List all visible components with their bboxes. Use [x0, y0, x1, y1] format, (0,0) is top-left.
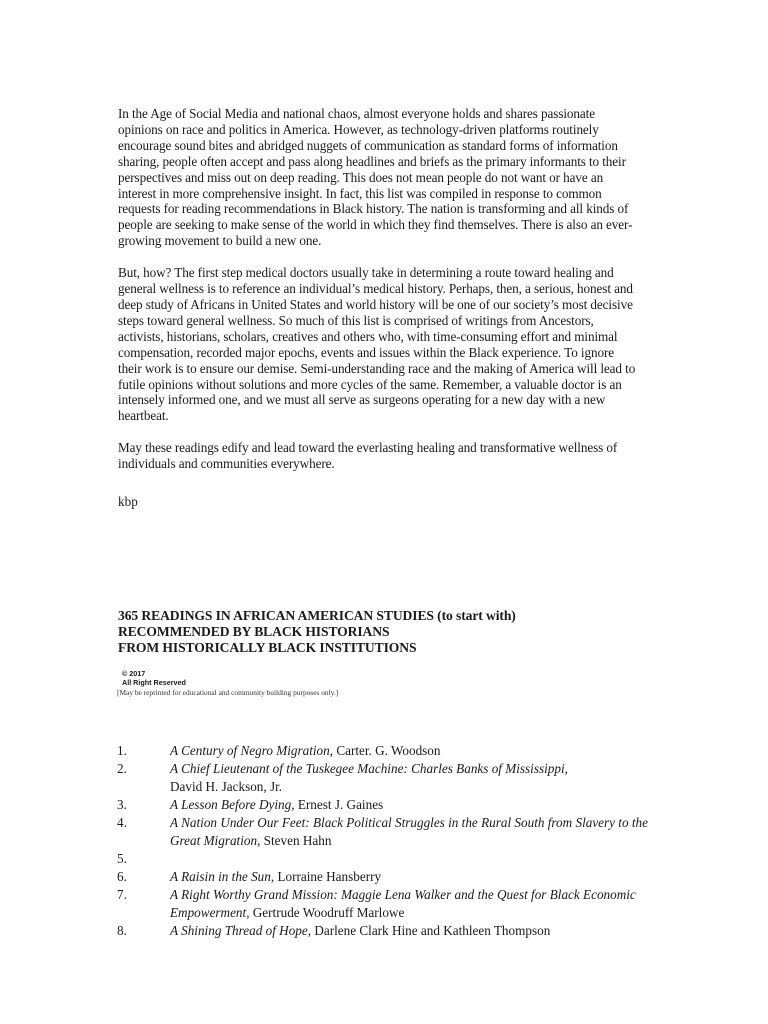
item-entry [170, 922, 677, 940]
book-author: Lorraine Hansberry [277, 869, 382, 884]
copyright-year: © 2017 [122, 669, 146, 678]
item-entry [170, 868, 677, 886]
copyright-notice [122, 669, 186, 687]
list-item [117, 886, 677, 922]
item-entry [170, 886, 677, 922]
separator: , [257, 833, 264, 848]
item-entry [170, 742, 677, 760]
list-heading-line-1: 365 READINGS IN AFRICAN AMERICAN STUDIES (to start with) [118, 608, 516, 623]
item-entry [170, 796, 677, 814]
item-number: 3. [117, 797, 127, 812]
list-heading [118, 608, 516, 656]
book-author: Gertrude Woodruff Marlowe [252, 905, 405, 920]
separator: , [307, 923, 315, 938]
book-title: A Right Worthy Grand Mission: Maggie Lena Walker and the Quest for Black Economic Empowerment [170, 887, 636, 920]
book-title: A Raisin in the Sun [170, 869, 271, 884]
book-author: Darlene Clark Hine and Kathleen Thompson [314, 923, 551, 938]
list-item [117, 742, 677, 760]
list-item [117, 922, 677, 940]
book-title: A Century of Negro Migration [170, 743, 330, 758]
intro-paragraph-2: But, how? The first step medical doctors usually take in determining a route toward healing and general wellness is to reference an individual’s medical history. Perhaps, then, a serious, honest and deep study of Africans in United States and world history will be one of our society’s most decisive steps toward general wellness. So much of this list is comprised of writings from Ancestors, activists, historians, scholars, creatives and others who, with time-consuming effort and minimal compensation, recorded major epochs, events and issues within the Black experience. To ignore their work is to ensure our demise. Semi-understanding race and the making of America will lead to futile opinions without solutions and more cycles of the same. Remember, a valuable doctor is an intensely informed one, and we must all serve as surgeons operating for a new day with a new heartbeat. [118, 265, 636, 424]
intro-paragraph-3: May these readings edify and lead toward the everlasting healing and transformative wellness of individuals and communities everywhere. [118, 440, 618, 472]
list-item [117, 796, 677, 814]
item-entry [170, 850, 677, 868]
book-author: Carter. G. Woodson [336, 743, 441, 758]
item-number: 6. [117, 869, 127, 884]
item-number: 2. [117, 761, 127, 776]
book-title: A Lesson Before Dying [170, 797, 292, 812]
item-number: 4. [117, 815, 127, 830]
copyright-rights: All Right Reserved [122, 678, 186, 687]
separator: , [564, 761, 568, 776]
intro-paragraph-1: In the Age of Social Media and national chaos, almost everyone holds and shares passionate opinions on race and politics in America. However, as technology-driven platforms routinely encourage sound bites and abridged nuggets of communication as standard forms of information sharing, people often accept and pass along headlines and briefs as the primary informants to their perspectives and miss out on deep reading. This does not mean people do not want or have an interest in more comprehensive insight. In fact, this list was compiled in response to common requests for reading recommendations in Black history. The nation is transforming and all kinds of people are seeking to make sense of the world in which they find themselves. There is also an ever-growing movement to build a new one. [118, 106, 633, 249]
item-number: 1. [117, 743, 127, 758]
list-heading-line-2: RECOMMENDED BY BLACK HISTORIANS [118, 624, 390, 639]
book-author: Steven Hahn [263, 833, 332, 848]
book-title: A Chief Lieutenant of the Tuskegee Machine: Charles Banks of Mississippi [170, 761, 565, 776]
book-author: Ernest J. Gaines [297, 797, 384, 812]
signature: kbp [118, 494, 138, 510]
separator: , [246, 905, 253, 920]
reading-list [117, 742, 677, 940]
separator: , [270, 869, 278, 884]
book-title: A Nation Under Our Feet: Black Political Struggles in the Rural South from Slavery to the Great Migration [170, 815, 648, 848]
intro-section [118, 106, 638, 510]
separator: , [291, 797, 298, 812]
book-title: A Shining Thread of Hope [170, 923, 308, 938]
separator: , [329, 743, 337, 758]
book-author: David H. Jackson, Jr. [170, 779, 283, 794]
permission-note: [May be reprinted for educational and community building purposes only.] [117, 688, 339, 697]
list-heading-line-3: FROM HISTORICALLY BLACK INSTITUTIONS [118, 640, 417, 655]
item-number: 8. [117, 923, 127, 938]
item-entry [170, 814, 677, 850]
item-number: 7. [117, 887, 127, 902]
list-item [117, 868, 677, 886]
list-item [117, 814, 677, 850]
list-item [117, 760, 677, 796]
item-number: 5. [117, 851, 127, 866]
list-item [117, 850, 677, 868]
item-entry [170, 760, 677, 796]
